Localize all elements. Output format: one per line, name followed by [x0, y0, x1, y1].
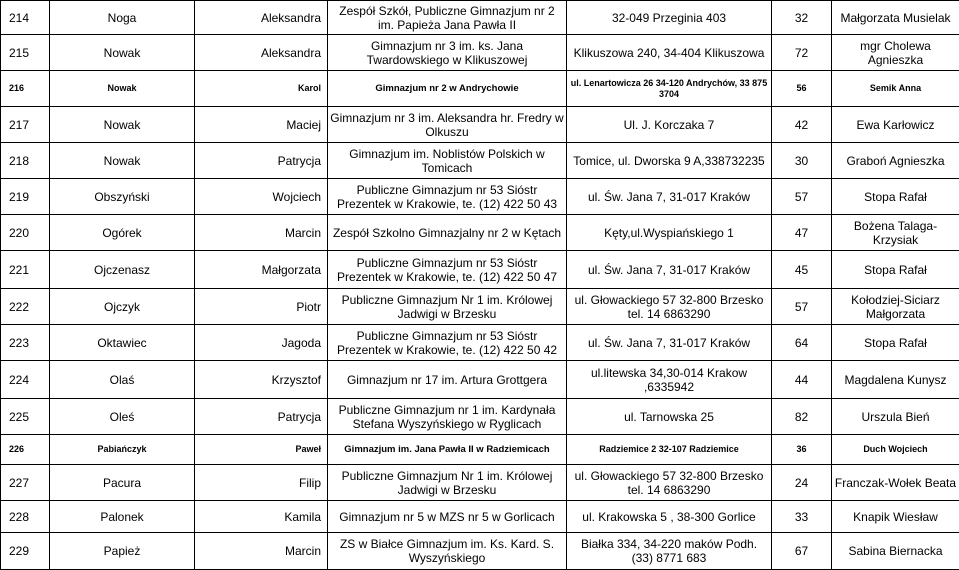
row-number-cell: 225 [1, 399, 50, 435]
row-number-cell: 228 [1, 501, 50, 533]
last-name-cell: Papież [50, 533, 195, 570]
teacher-name-cell: Stopa Rafał [832, 251, 959, 289]
first-name-cell: Patrycja [195, 143, 328, 179]
school-address-cell: ul. Głowackiego 57 32-800 Brzesko tel. 14 6863290 [567, 465, 772, 501]
last-name-cell: Pabiańczyk [50, 435, 195, 465]
points-cell: 64 [772, 325, 832, 361]
row-number-cell: 229 [1, 533, 50, 570]
row-number-cell: 227 [1, 465, 50, 501]
points-cell: 82 [772, 399, 832, 435]
first-name-cell: Marcin [195, 533, 328, 570]
teacher-name-cell: Semik Anna [832, 71, 959, 107]
table-row [1, 399, 959, 435]
row-number-cell: 224 [1, 361, 50, 399]
school-address-cell: Białka 334, 34-220 maków Podh. (33) 8771 683 [567, 533, 772, 570]
table-row [1, 71, 959, 107]
school-address-cell: ul. Głowackiego 57 32-800 Brzesko tel. 14 6863290 [567, 289, 772, 325]
school-name-cell: Publiczne Gimnazjum nr 1 im. Kardynała Stefana Wyszyńskiego w Ryglicach [328, 399, 567, 435]
row-number-cell: 214 [1, 1, 50, 35]
school-address-cell: Tomice, ul. Dworska 9 A,338732235 [567, 143, 772, 179]
first-name-cell: Filip [195, 465, 328, 501]
first-name-cell: Wojciech [195, 179, 328, 215]
points-cell: 44 [772, 361, 832, 399]
table-row [1, 215, 959, 251]
first-name-cell: Karol [195, 71, 328, 107]
points-cell: 36 [772, 435, 832, 465]
school-address-cell: Radziemice 2 32-107 Radziemice [567, 435, 772, 465]
first-name-cell: Marcin [195, 215, 328, 251]
teacher-name-cell: Stopa Rafał [832, 325, 959, 361]
school-name-cell: Gimnazjum im. Noblistów Polskich w Tomicach [328, 143, 567, 179]
teacher-name-cell: Magdalena Kunysz [832, 361, 959, 399]
teacher-name-cell: Ewa Karłowicz [832, 107, 959, 143]
table-row [1, 435, 959, 465]
table-row [1, 251, 959, 289]
table-row [1, 465, 959, 501]
last-name-cell: Ogórek [50, 215, 195, 251]
points-cell: 57 [772, 179, 832, 215]
table-row [1, 35, 959, 71]
first-name-cell: Piotr [195, 289, 328, 325]
first-name-cell: Paweł [195, 435, 328, 465]
teacher-name-cell: Knapik Wiesław [832, 501, 959, 533]
school-address-cell: ul. Św. Jana 7, 31-017 Kraków [567, 251, 772, 289]
points-cell: 47 [772, 215, 832, 251]
row-number-cell: 219 [1, 179, 50, 215]
table-row [1, 325, 959, 361]
teacher-name-cell: Bożena Talaga-Krzysiak [832, 215, 959, 251]
points-cell: 67 [772, 533, 832, 570]
row-number-cell: 215 [1, 35, 50, 71]
points-cell: 30 [772, 143, 832, 179]
points-cell: 33 [772, 501, 832, 533]
points-cell: 56 [772, 71, 832, 107]
table-row [1, 143, 959, 179]
first-name-cell: Patrycja [195, 399, 328, 435]
last-name-cell: Oleś [50, 399, 195, 435]
last-name-cell: Nowak [50, 107, 195, 143]
school-name-cell: Gimnazjum im. Jana Pawła II w Radziemicach [328, 435, 567, 465]
row-number-cell: 218 [1, 143, 50, 179]
teacher-name-cell: Graboń Agnieszka [832, 143, 959, 179]
school-name-cell: Publiczne Gimnazjum Nr 1 im. Królowej Jadwigi w Brzesku [328, 465, 567, 501]
last-name-cell: Nowak [50, 71, 195, 107]
last-name-cell: Noga [50, 1, 195, 35]
school-address-cell: Klikuszowa 240, 34-404 Klikuszowa [567, 35, 772, 71]
last-name-cell: Oktawiec [50, 325, 195, 361]
row-number-cell: 220 [1, 215, 50, 251]
points-cell: 42 [772, 107, 832, 143]
school-address-cell: ul. Tarnowska 25 [567, 399, 772, 435]
last-name-cell: Nowak [50, 143, 195, 179]
points-cell: 32 [772, 1, 832, 35]
teacher-name-cell: Sabina Biernacka [832, 533, 959, 570]
school-name-cell: ZS w Białce Gimnazjum im. Ks. Kard. S. Wyszyńskiego [328, 533, 567, 570]
school-name-cell: Gimnazjum nr 5 w MZS nr 5 w Gorlicach [328, 501, 567, 533]
row-number-cell: 223 [1, 325, 50, 361]
table-row [1, 179, 959, 215]
school-name-cell: Gimnazjum nr 3 im. ks. Jana Twardowskiego w Klikuszowej [328, 35, 567, 71]
first-name-cell: Małgorzata [195, 251, 328, 289]
teacher-name-cell: Duch Wojciech [832, 435, 959, 465]
points-cell: 57 [772, 289, 832, 325]
school-name-cell: Gimnazjum nr 2 w Andrychowie [328, 71, 567, 107]
last-name-cell: Nowak [50, 35, 195, 71]
first-name-cell: Krzysztof [195, 361, 328, 399]
school-name-cell: Publiczne Gimnazjum nr 53 Sióstr Prezentek w Krakowie, te. (12) 422 50 47 [328, 251, 567, 289]
table-body [1, 1, 959, 570]
last-name-cell: Olaś [50, 361, 195, 399]
school-address-cell: 32-049 Przeginia 403 [567, 1, 772, 35]
row-number-cell: 217 [1, 107, 50, 143]
points-cell: 72 [772, 35, 832, 71]
first-name-cell: Aleksandra [195, 35, 328, 71]
last-name-cell: Ojczyk [50, 289, 195, 325]
table-row [1, 1, 959, 35]
row-number-cell: 226 [1, 435, 50, 465]
first-name-cell: Aleksandra [195, 1, 328, 35]
school-address-cell: ul. Lenartowicza 26 34-120 Andrychów, 33 875 3704 [567, 71, 772, 107]
teacher-name-cell: Franczak-Wołek Beata [832, 465, 959, 501]
table-row [1, 107, 959, 143]
school-address-cell: Ul. J. Korczaka 7 [567, 107, 772, 143]
school-address-cell: Kęty,ul.Wyspiańskiego 1 [567, 215, 772, 251]
first-name-cell: Maciej [195, 107, 328, 143]
school-address-cell: ul. Św. Jana 7, 31-017 Kraków [567, 179, 772, 215]
row-number-cell: 221 [1, 251, 50, 289]
last-name-cell: Pacura [50, 465, 195, 501]
last-name-cell: Palonek [50, 501, 195, 533]
teacher-name-cell: Stopa Rafał [832, 179, 959, 215]
teacher-name-cell: Małgorzata Musielak [832, 1, 959, 35]
school-address-cell: ul. Krakowska 5 , 38-300 Gorlice [567, 501, 772, 533]
school-address-cell: ul.litewska 34,30-014 Krakow ,6335942 [567, 361, 772, 399]
school-address-cell: ul. Św. Jana 7, 31-017 Kraków [567, 325, 772, 361]
first-name-cell: Kamila [195, 501, 328, 533]
table-row [1, 501, 959, 533]
points-cell: 24 [772, 465, 832, 501]
table-row [1, 533, 959, 570]
teacher-name-cell: Kołodziej-Siciarz Małgorzata [832, 289, 959, 325]
teacher-name-cell: Urszula Bień [832, 399, 959, 435]
school-name-cell: Zespół Szkół, Publiczne Gimnazjum nr 2 im. Papieża Jana Pawła II [328, 1, 567, 35]
school-name-cell: Publiczne Gimnazjum Nr 1 im. Królowej Jadwigi w Brzesku [328, 289, 567, 325]
table-row [1, 289, 959, 325]
points-cell: 45 [772, 251, 832, 289]
row-number-cell: 216 [1, 71, 50, 107]
school-name-cell: Publiczne Gimnazjum nr 53 Sióstr Prezentek w Krakowie, te. (12) 422 50 43 [328, 179, 567, 215]
row-number-cell: 222 [1, 289, 50, 325]
school-name-cell: Zespół Szkolno Gimnazjalny nr 2 w Kętach [328, 215, 567, 251]
school-name-cell: Gimnazjum nr 17 im. Artura Grottgera [328, 361, 567, 399]
table-row [1, 361, 959, 399]
school-name-cell: Publiczne Gimnazjum nr 53 Sióstr Prezentek w Krakowie, te. (12) 422 50 42 [328, 325, 567, 361]
school-name-cell: Gimnazjum nr 3 im. Aleksandra hr. Fredry w Olkuszu [328, 107, 567, 143]
first-name-cell: Jagoda [195, 325, 328, 361]
last-name-cell: Obszyński [50, 179, 195, 215]
last-name-cell: Ojczenasz [50, 251, 195, 289]
teacher-name-cell: mgr Cholewa Agnieszka [832, 35, 959, 71]
